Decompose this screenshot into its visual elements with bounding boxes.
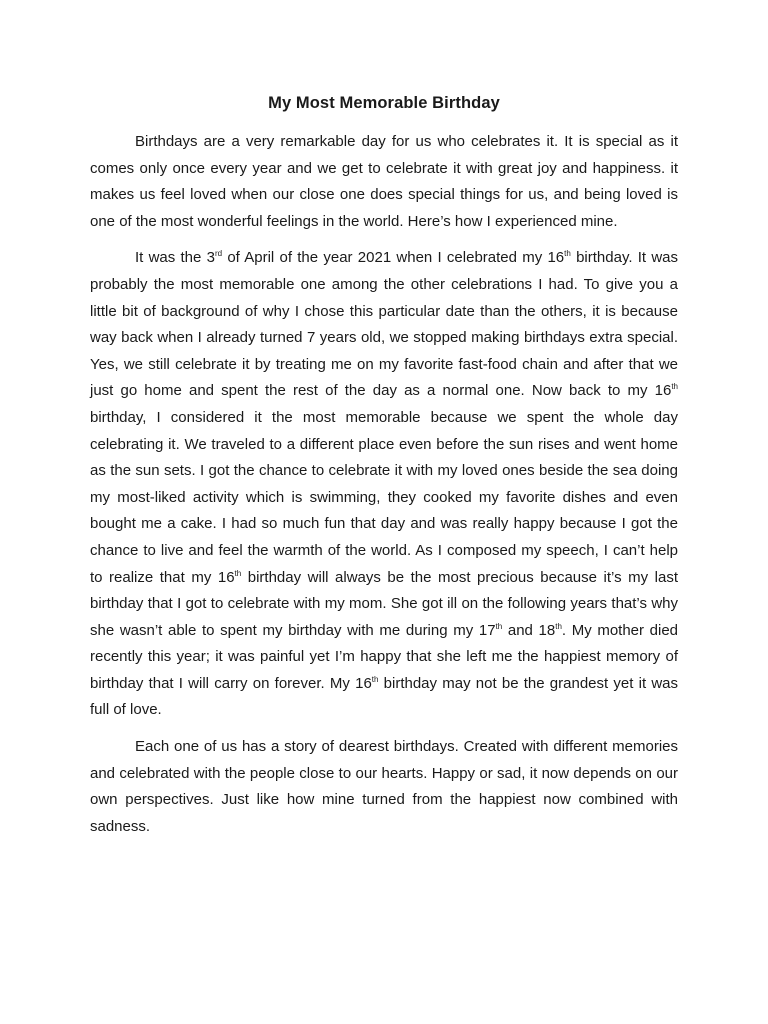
text-run: Each one of us has a story of dearest birthdays. Created with different memories and celebrated with the people close to our hearts. Happy or sad, it now depends on our own perspectives. Just like how mine turned from the happiest now combined with sadness.	[90, 738, 678, 835]
body-paragraph	[90, 734, 678, 840]
body-paragraph	[90, 245, 678, 724]
text-run: It was the 3	[135, 249, 215, 267]
body-paragraph	[90, 129, 678, 235]
text-run: . My mother died recently this year; it was painful yet I’m happy that she left me the happiest memory of birthday that I will carry on forever. My 16	[90, 621, 679, 692]
document-title: My Most Memorable Birthday	[268, 94, 500, 112]
text-run: birthday will always be the most precious because it’s my last birthday that I got to celebrate with my mom. She got ill on the following years that’s why she wasn’t able to spent my birthday with me during my 17	[90, 568, 678, 639]
text-run: of April of the year 2021 when I celebrated my 16	[222, 249, 565, 267]
ordinal-suffix: th	[234, 568, 242, 578]
ordinal-suffix: th	[671, 382, 678, 392]
text-run: Birthdays are a very remarkable day for us who celebrates it. It is special as it comes only once every year and we get to celebrate it with great joy and happiness. it makes us feel loved when our close one does special things for us, and being loved is one of the most wonderful feelings in the world. Here’s how I experienced mine.	[90, 133, 678, 230]
ordinal-suffix: th	[371, 674, 379, 684]
text-run: birthday may not be the grandest yet it was full of love.	[90, 674, 678, 719]
text-run: and 18	[502, 621, 556, 639]
ordinal-suffix: th	[495, 621, 503, 631]
ordinal-suffix: th	[555, 621, 562, 631]
text-run: birthday. It was probably the most memorable one among the other celebrations I had. To give you a little bit of background of why I chose this particular date than the others, it is because way back when I already turned 7 years old, we stopped making birthdays extra special. Yes, we still celebrate it by treating me on my favorite fast-food chain and after that we just go home and spent the rest of the day as a normal one. Now back to my 16	[90, 249, 678, 400]
ordinal-suffix: rd	[214, 249, 223, 259]
text-run: birthday, I considered it the most memorable because we spent the whole day celebrating it. We traveled to a different place even before the sun rises and went home as the sun sets. I got the chance to celebrate it with my loved ones beside the sea doing my most-liked activity which is swimming, they cooked my favorite dishes and even bought me a cake. I had so much fun that day and was really happy because I got the chance to live and feel the warmth of the world. As I composed my speech, I can’t help to realize that my 16	[90, 408, 678, 586]
document-body	[90, 129, 678, 840]
ordinal-suffix: th	[564, 249, 571, 259]
